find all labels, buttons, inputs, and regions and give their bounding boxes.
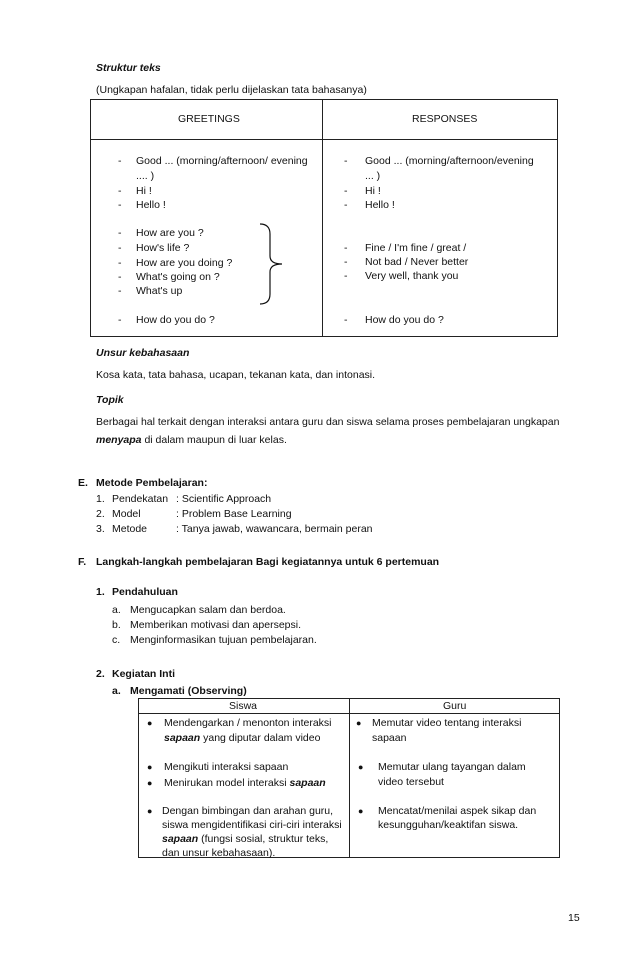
pendahuluan-item: Menginformasikan tujuan pembelajaran. [130,634,317,646]
bullet-icon: ● [358,762,364,772]
guru-item: Memutar ulang tayangan dalam [378,761,526,773]
greeting-dash: - [118,271,122,283]
bullet-icon: ● [147,778,153,788]
greeting-item: How's life ? [136,242,190,254]
greeting-item-cont: .... ) [136,170,155,182]
response-dash: - [344,314,348,326]
greeting-item: Hello ! [136,199,166,211]
topik-keyword: menyapa [96,434,142,446]
guru-item-cont: sapaan [372,732,407,744]
bullet-icon: ● [147,718,153,728]
guru-item-cont: video tersebut [378,776,444,788]
siswa-item: Mengikuti interaksi sapaan [164,761,289,773]
section-f-letter: F. [78,556,87,568]
siswa-keyword: sapaan [162,833,199,845]
method-value: : Tanya jawab, wawancara, bermain peran [176,523,373,535]
siswa-item-cont: siswa mengidentifikasi ciri-ciri interaksi [162,819,342,831]
pendahuluan-letter: c. [112,634,121,646]
response-dash: - [344,185,348,197]
unsur-text: Kosa kata, tata bahasa, ucapan, tekanan kata, dan intonasi. [96,369,376,381]
siswa-keyword: sapaan [164,732,201,744]
guru-item: Memutar video tentang interaksi [372,717,522,729]
pendahuluan-item: Mengucapkan salam dan berdoa. [130,604,286,616]
method-value: : Scientific Approach [176,493,272,505]
greeting-item: How are you doing ? [136,257,233,269]
siswa-item-rest: (fungsi sosial, struktur teks, [198,833,329,845]
response-dash: - [344,270,348,282]
greeting-dash: - [118,314,122,326]
topik-line2-rest: di dalam maupun di luar kelas. [141,434,287,446]
section-e-letter: E. [78,477,88,489]
response-item: Fine / I'm fine / great / [365,242,467,254]
siswa-item: Mendengarkan / menonton interaksi [164,717,332,729]
bullet-icon: ● [356,718,362,728]
response-dash: - [344,155,348,167]
bullet-icon: ● [147,762,153,772]
method-value: : Problem Base Learning [176,508,292,520]
method-label: Pendekatan [112,493,169,505]
guru-item: Mencatat/menilai aspek sikap dan [378,805,537,817]
method-label: Metode [112,523,148,535]
response-item: How do you do ? [365,314,444,326]
siswa-item-cont [164,732,320,744]
response-item-cont: ... ) [365,170,381,182]
guru-header: Guru [443,700,467,712]
pendahuluan-letter: a. [112,604,121,616]
greetings-header: GREETINGS [178,113,240,125]
struktur-heading: Struktur teks [96,62,161,74]
response-dash: - [344,199,348,211]
greeting-dash: - [118,155,122,167]
responses-header: RESPONSES [412,113,478,125]
greeting-dash: - [118,227,122,239]
inti-title: Kegiatan Inti [112,668,176,680]
inti-num: 2. [96,668,105,680]
response-item: Not bad / Never better [365,256,469,268]
greeting-dash: - [118,257,122,269]
method-num: 1. [96,493,105,505]
greeting-item: How are you ? [136,227,204,239]
page-number: 15 [568,912,580,924]
struktur-note: (Ungkapan hafalan, tidak perlu dijelaskan tata bahasanya) [96,84,367,96]
greeting-item: What's going on ? [136,271,220,283]
guru-item-cont: kesungguhan/keaktifan siswa. [378,819,519,831]
response-item: Very well, thank you [365,270,459,282]
siswa-header: Siswa [229,700,258,712]
greeting-dash: - [118,242,122,254]
mengamati-letter: a. [112,685,121,697]
greeting-item: What's up [136,285,183,297]
siswa-item-cont [162,833,328,845]
topik-line2 [96,434,287,446]
method-label: Model [112,508,141,520]
siswa-item: Dengan bimbingan dan arahan guru, [162,805,334,817]
pendahuluan-num: 1. [96,586,105,598]
siswa-keyword: sapaan [289,777,326,789]
greeting-item: How do you do ? [136,314,215,326]
bullet-icon: ● [147,806,153,816]
topik-line1: Berbagai hal terkait dengan interaksi antara guru dan siswa selama proses pembelajaran ungkapan [96,416,560,428]
section-f-title: Langkah-langkah pembelajaran Bagi kegiatannya untuk 6 pertemuan [96,556,440,568]
method-num: 3. [96,523,105,535]
greeting-item: Hi ! [136,185,152,197]
bullet-icon: ● [358,806,364,816]
response-dash: - [344,256,348,268]
greeting-dash: - [118,199,122,211]
greeting-item: Good ... (morning/afternoon/ evening [136,155,308,167]
response-item: Hi ! [365,185,381,197]
response-item: Good ... (morning/afternoon/evening [365,155,534,167]
topik-heading: Topik [96,394,124,406]
siswa-item-cont: dan unsur kebahasaan). [162,847,276,859]
siswa-item-rest: yang diputar dalam video [200,732,321,744]
pendahuluan-item: Memberikan motivasi dan apersepsi. [130,619,301,631]
response-dash: - [344,242,348,254]
response-item: Hello ! [365,199,395,211]
unsur-heading: Unsur kebahasaan [96,347,190,359]
brace-icon [258,222,288,306]
siswa-item-pre: Menirukan model interaksi [164,777,290,789]
mengamati-title: Mengamati (Observing) [130,685,247,697]
greeting-dash: - [118,285,122,297]
pendahuluan-title: Pendahuluan [112,586,178,598]
pendahuluan-letter: b. [112,619,121,631]
section-e-title: Metode Pembelajaran: [96,477,208,489]
siswa-item [164,777,326,789]
greeting-dash: - [118,185,122,197]
method-num: 2. [96,508,105,520]
